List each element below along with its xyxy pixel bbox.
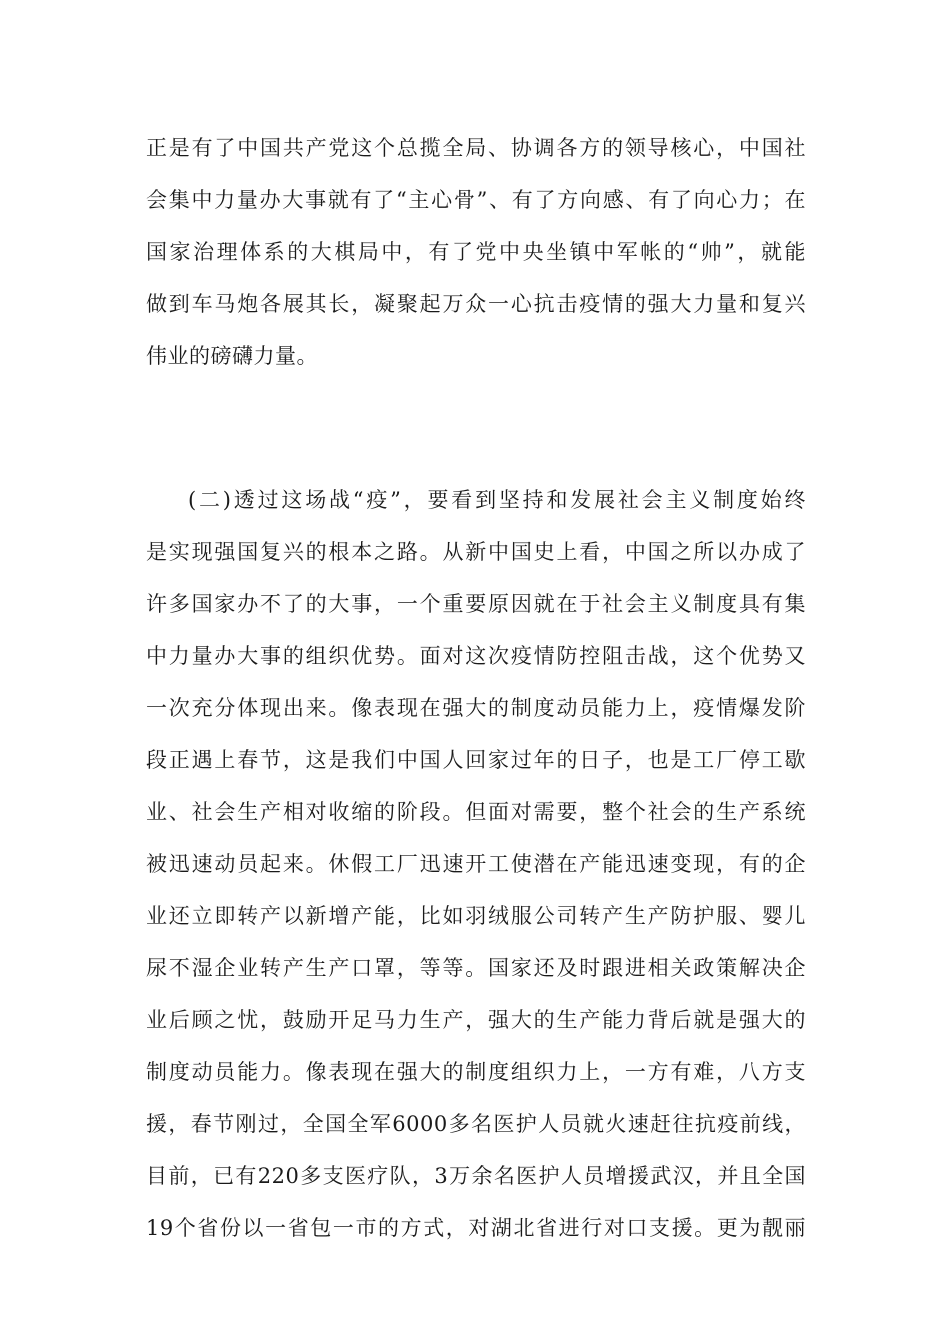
text-line: 中力量办大事的组织优势。面对这次疫情防控阻击战，这个优势又 [146, 644, 806, 668]
text-line: 业、社会生产相对收缩的阶段。但面对需要，整个社会的生产系统 [146, 800, 806, 824]
text-line: 制度动员能力。像表现在强大的制度组织力上，一方有难，八方支 [146, 1060, 806, 1084]
text-line: 做到车马炮各展其长，凝聚起万众一心抗击疫情的强大力量和复兴 [146, 292, 806, 316]
text-line: 被迅速动员起来。休假工厂迅速开工使潜在产能迅速变现，有的企 [146, 852, 806, 876]
text-line: (二)透过这场战“疫”，要看到坚持和发展社会主义制度始终 [188, 488, 806, 512]
text-line: 援，春节刚过，全国全军6000多名医护人员就火速赶往抗疫前线， [146, 1112, 806, 1136]
text-line: 伟业的磅礴力量。 [146, 344, 318, 368]
text-line: 一次充分体现出来。像表现在强大的制度动员能力上，疫情爆发阶 [146, 696, 806, 720]
text-line: 19个省份以一省包一市的方式，对湖北省进行对口支援。更为靓丽 [146, 1216, 806, 1240]
text-line: 业还立即转产以新增产能，比如羽绒服公司转产生产防护服、婴儿 [146, 904, 806, 928]
text-line: 许多国家办不了的大事，一个重要原因就在于社会主义制度具有集 [146, 592, 806, 616]
text-line: 业后顾之忧，鼓励开足马力生产，强大的生产能力背后就是强大的 [146, 1008, 806, 1032]
text-line: 段正遇上春节，这是我们中国人回家过年的日子，也是工厂停工歇 [146, 748, 806, 772]
paragraph-2 [146, 474, 806, 1254]
text-line: 会集中力量办大事就有了“主心骨”、有了方向感、有了向心力；在 [146, 188, 806, 212]
text-line: 尿不湿企业转产生产口罩，等等。国家还及时跟进相关政策解决企 [146, 956, 806, 980]
text-line: 国家治理体系的大棋局中，有了党中央坐镇中军帐的“帅”，就能 [146, 240, 806, 264]
text-line: 是实现强国复兴的根本之路。从新中国史上看，中国之所以办成了 [146, 540, 806, 564]
paragraph-1 [146, 122, 806, 382]
text-line: 目前，已有220多支医疗队，3万余名医护人员增援武汉，并且全国 [146, 1164, 806, 1188]
text-line: 正是有了中国共产党这个总揽全局、协调各方的领导核心，中国社 [146, 136, 806, 160]
